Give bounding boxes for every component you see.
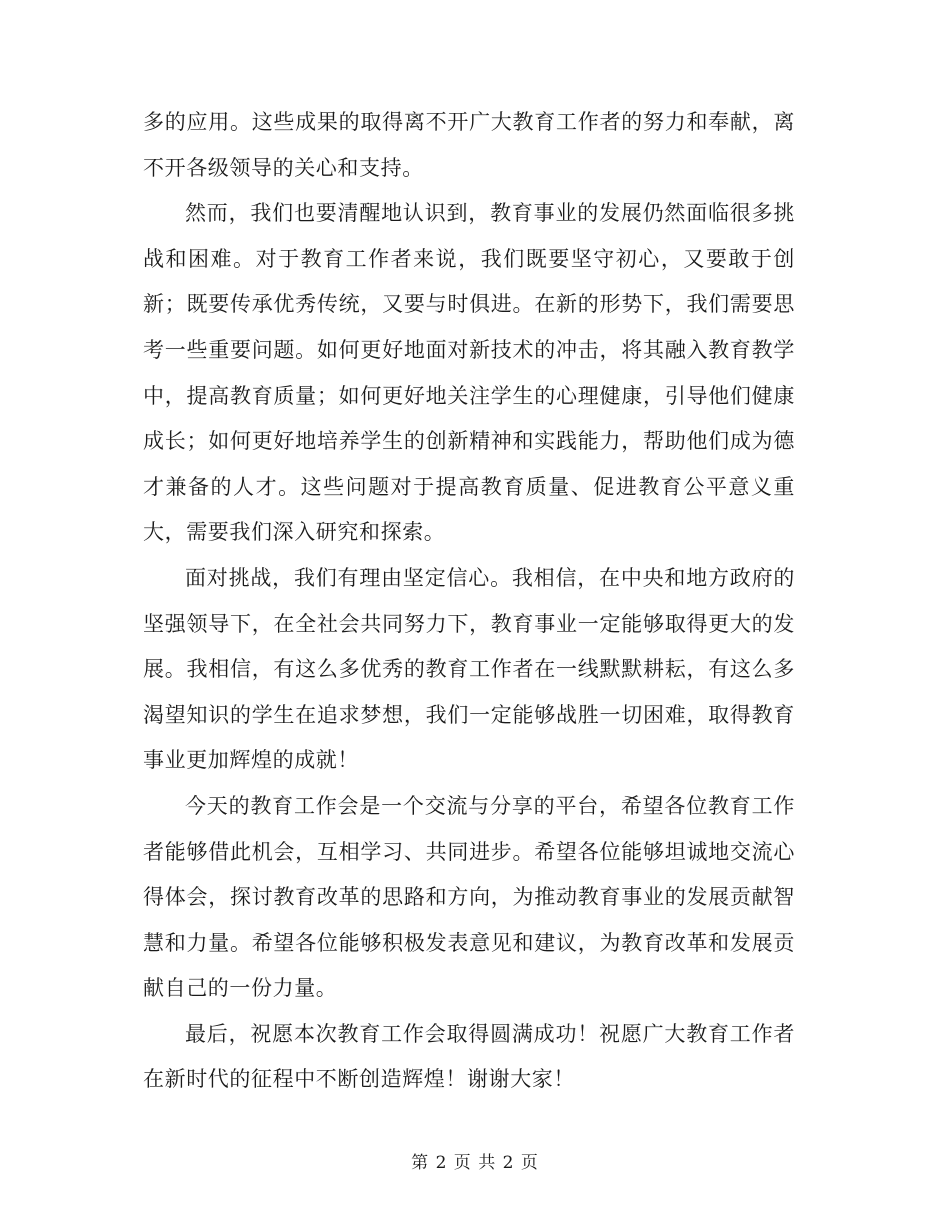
paragraph-3: 面对挑战，我们有理由坚定信心。我相信，在中央和地方政府的坚强领导下，在全社会共同努力下，教育事业一定能够取得更大的发展。我相信，有这么多优秀的教育工作者在一线默默耕耘，有这么多渴望知识的学生在追求梦想，我们一定能够战胜一切困难，取得教育事业更加辉煌的成就！: [143, 565, 795, 773]
page-footer: 第 2 页 共 2 页: [411, 1153, 539, 1173]
paragraph-4: 今天的教育工作会是一个交流与分享的平台，希望各位教育工作者能够借此机会，互相学习、共同进步。希望各位能够坦诚地交流心得体会，探讨教育改革的思路和方向，为推动教育事业的发展贡献智慧和力量。希望各位能够积极发表意见和建议，为教育改革和发展贡献自己的一份力量。: [143, 793, 795, 1001]
paragraph-5: 最后，祝愿本次教育工作会取得圆满成功！祝愿广大教育工作者在新时代的征程中不断创造辉煌！谢谢大家！: [143, 1021, 795, 1092]
paragraph-1: 多的应用。这些成果的取得离不开广大教育工作者的努力和奉献，离不开各级领导的关心和支持。: [143, 110, 795, 180]
document-body: [143, 100, 795, 1103]
paragraph-2: 然而，我们也要清醒地认识到，教育事业的发展仍然面临很多挑战和困难。对于教育工作者来说，我们既要坚守初心，又要敢于创新；既要传承优秀传统，又要与时俱进。在新的形势下，我们需要思考一些重要问题。如何更好地面对新技术的冲击，将其融入教育教学中，提高教育质量；如何更好地关注学生的心理健康，引导他们健康成长；如何更好地培养学生的创新精神和实践能力，帮助他们成为德才兼备的人才。这些问题对于提高教育质量、促进教育公平意义重大，需要我们深入研究和探索。: [143, 201, 795, 545]
